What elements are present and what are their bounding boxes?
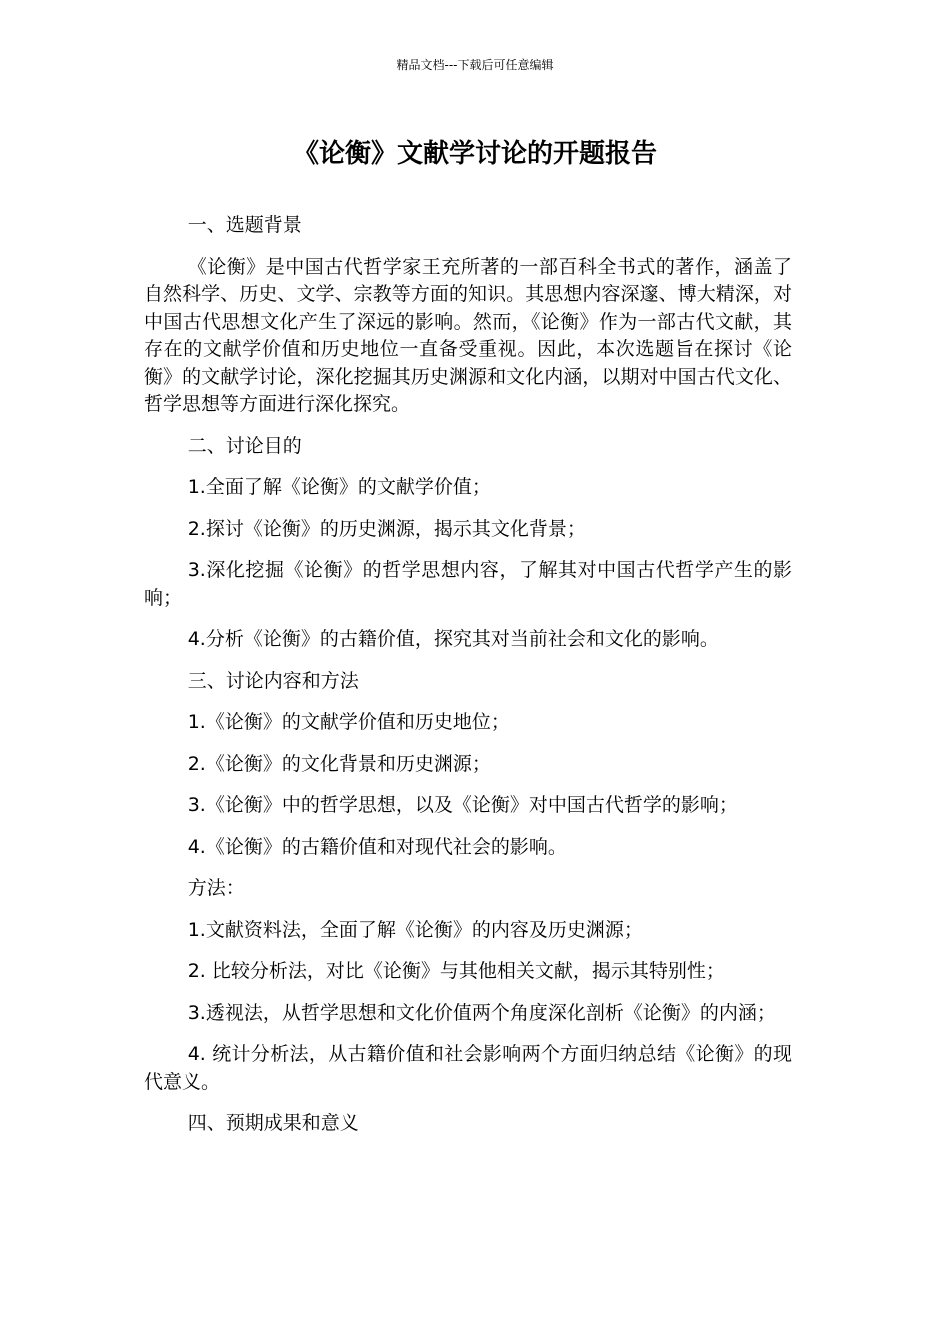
section-heading-purpose: 二、讨论目的	[187, 434, 302, 457]
content-item-3: 3.《论衡》中的哲学思想，以及《论衡》对中国古代哲学的影响；	[187, 794, 738, 816]
section-heading-background: 一、选题背景	[187, 214, 302, 236]
method-item-2: 2. 比较分析法，对比《论衡》与其他相关文献，揭示其特别性；	[187, 960, 725, 982]
content-item-4: 4.《论衡》的古籍价值和对现代社会的影响。	[187, 835, 567, 858]
content-item-1: 1.《论衡》的文献学价值和历史地位；	[187, 711, 510, 733]
background-paragraph: 《论衡》是中国古代哲学家王充所著的一部百科全书式的著作，涵盖了自然科学、历史、文学、宗教等方面的知识。其思想内容深邃、博大精深，对中国古代思想文化产生了深远的影响。然而，《论衡》作为一部古代文献，其存在的文献学价值和历史地位一直备受重视。因此，本次选题旨在探讨《论衡》的文献学讨论，深化挖掘其历史渊源和文化内涵，以期对中国古代文化、哲学思想等方面进行深化探究。	[144, 255, 792, 415]
header-note: 精品文档---下载后可任意编辑	[396, 58, 554, 72]
section-heading-outcomes: 四、预期成果和意义	[187, 1112, 359, 1134]
methods-label: 方法：	[187, 877, 245, 899]
method-item-4: 4. 统计分析法，从古籍价值和社会影响两个方面归纳总结《论衡》的现代意义。	[144, 1043, 792, 1093]
purpose-item-1: 1.全面了解《论衡》的文献学价值；	[187, 476, 491, 498]
purpose-item-3: 3.深化挖掘《论衡》的哲学思想内容，了解其对中国古代哲学产生的影响；	[144, 559, 792, 609]
section-heading-content-methods: 三、讨论内容和方法	[187, 669, 359, 692]
document-body	[144, 212, 792, 1138]
content-item-2: 2.《论衡》的文化背景和历史渊源；	[187, 752, 491, 775]
document-title: 《论衡》文献学讨论的开题报告	[292, 139, 657, 169]
purpose-item-4: 4.分析《论衡》的古籍价值，探究其对当前社会和文化的影响。	[187, 628, 719, 650]
method-item-3: 3.透视法，从哲学思想和文化价值两个角度深化剖析《论衡》的内涵；	[187, 1001, 776, 1024]
purpose-item-2: 2.探讨《论衡》的历史渊源，揭示其文化背景；	[187, 517, 586, 540]
method-item-1: 1.文献资料法，全面了解《论衡》的内容及历史渊源；	[187, 918, 643, 941]
